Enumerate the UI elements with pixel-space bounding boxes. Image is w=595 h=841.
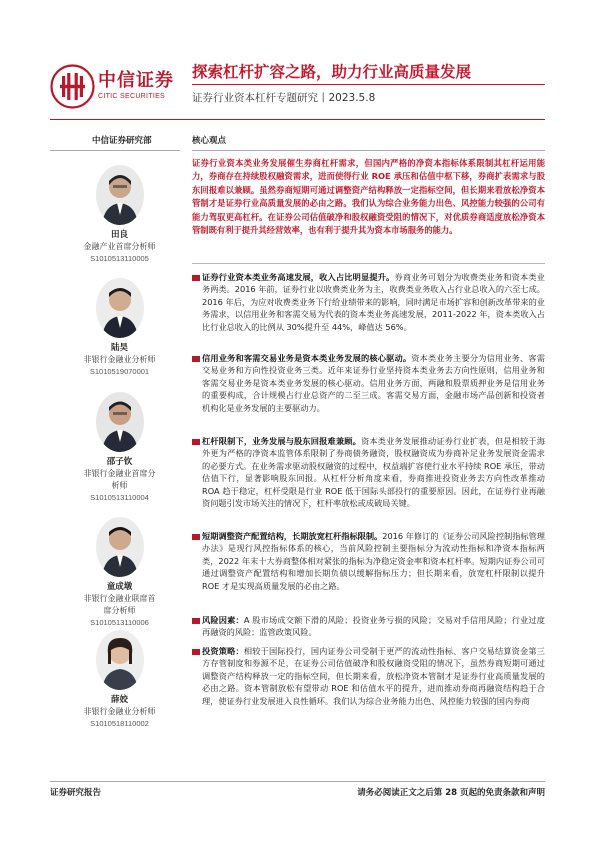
right-heading-rule [192,150,545,151]
header-rule [50,119,545,120]
footer-rule [50,781,545,782]
bullet-section [192,645,545,707]
footer-disclaimer: 请务必阅读正文之后第 28 页起的免责条款和声明 [357,788,545,798]
analyst-role: 非银行金融业分析师 [83,355,156,364]
section-lead: 短期调整资产配置结构，长期放宽杠杆指标限制。 [202,531,383,541]
analyst-card [82,392,157,504]
analyst-card [82,630,157,730]
analyst-card [82,517,157,629]
section-body: 2016 年修订的《证券公司风险控制指标管理办法》是现行风控指标体系的核心，当前风险控制主要指标分为流动性指标和净资本指标两类，2022 年末十大券商整体相对紧张的指标为净稳定资金率和资本杠杆率。短期内证券公司可通过调整资产配置结构和增加长期负债以缓解指标压力；但长期来看，放宽杠杆限制以提升 ROE 才是实现高质量发展的必由之路。 [202,531,545,591]
bullet-section [192,435,545,509]
core-views-heading: 核心观点 [192,136,227,146]
bullet-section [192,530,545,592]
analyst-cert: S1010513110005 [90,254,149,263]
footer-report-type: 证券研究报告 [50,788,102,798]
section-lead: 信用业务和客需交易业务是资本类业务发展的核心驱动。 [202,353,412,363]
citic-logo-icon [50,64,95,109]
analyst-name: 陆昊 [110,343,128,353]
report-title: 探索杠杆扩容之路，助力行业高质量发展 [192,63,472,81]
analyst-cert: S1010513110004 [90,493,149,502]
analyst-cert: S1010518110002 [90,719,149,728]
analyst-photo [96,165,144,225]
analyst-role: 非银行金融业联席首席分析师 [83,594,156,615]
title-divider [192,84,545,85]
bullet-square-icon [192,649,200,655]
bullet-square-icon [192,618,200,624]
bullet-square-icon [192,275,200,281]
analyst-cert: S1010513110006 [90,618,149,627]
section-lead: 风险因素： [202,615,244,625]
analyst-photo [96,392,144,452]
analyst-cert: S1010519070001 [89,367,150,376]
report-subtitle: 证券行业资本杠杆专题研究丨2023.5.8 [192,92,376,104]
analyst-name: 薛姣 [110,695,128,705]
brand-name-en: CITIC SECURITIES [98,93,166,100]
bullet-section [192,614,545,639]
summary-paragraph: 证券行业资本类业务发展催生券商杠杆需求，但国内严格的净资本指标体系限制其杠杆运用能力，券商存在持续股权融资需求，进而使得行业 ROE 承压和估值中枢下移，券商扩表需求与股东回报难以兼顾。虽然券商短期可通过调整资产结构释放一定指标空间，但长期来看放松净资本管制才是证券行业高质量发展的必由之路。我们认为综合业务能力出色、风控能力较强的公司有能力驾驭更高杠杆。在证券公司估值破净和股权融资受阻的情况下，对优质券商适度放松净资本管制既有利于提升其经营效率，也有利于提升其为资本市场服务的能力。 [192,158,545,236]
analyst-photo [96,278,144,338]
section-body: 券商业务可划分为收费类业务和资本类业务两类。2016 年前，证券行业以收费类业务为主，收费类业务收入占行业总收入的六至七成。2016 年后，为应对收费类业务下行给业绩带来的影响，同时满足市场扩容和创新改革带来的业务需求，以信用业务和客需交易为代表的资本类业务高速发展，2011-2022 年，资本类收入占比行业总收入的比例从 30%提升至 44%，峰值达 56%。 [202,272,545,332]
analyst-role: 金融产业首席分析师 [83,242,156,251]
analyst-photo [96,630,144,690]
bullet-square-icon [192,439,200,445]
analyst-name: 田良 [110,230,128,240]
section-body: 资本类业务主要分为信用业务、客需交易业务和方向性投资业务三类。近年来证券行业坚持资本类业务去方向性原则，信用业务和客需交易业务是资本类业务发展的核心驱动。信用业务方面，两融和股票质押业务是信用业务的重要构成，合计规模占行业总资产的二至三成。客需交易方面，金融市场产品创新和投资者机构化是业务发展的主要驱动力。 [202,353,545,413]
left-heading-rule [50,150,180,151]
section-body: 相较于国际投行，国内证券公司受制于更严的流动性指标、客户交易结算资金第三方存管制度和券源不足，在证券公司估值破净和股权融资受阻的情况下，虽然券商短期可通过调整资产结构释放一定的指标空间，但长期来看，放松净资本管制才是证券行业高质量发展的必由之路。资本管制放松有望带动 ROE 和估值水平的提升，进而推动券商再融资结构趋于合理，使证券行业发展进入良性循环。我们认为综合业务能力出色、风控能力较强的国内券商 [202,646,545,706]
analyst-role: 非银行金融业首席分析师 [83,469,156,490]
section-body: A 股市场成交额下滑的风险；投资业务亏损的风险；交易对手信用风险；行业过度再融资的风险；监管政策风险。 [202,615,545,638]
analyst-photo [96,517,144,577]
analyst-card [82,278,157,378]
analyst-card [82,165,157,265]
research-dept-heading: 中信证券研究部 [92,136,152,146]
analyst-name: 邵子钦 [106,457,133,467]
summary-divider [192,263,545,264]
section-lead: 投资策略： [202,646,244,656]
bullet-square-icon [192,356,200,362]
bullet-square-icon [192,534,200,540]
brand-name: 中信证券 [98,70,174,91]
section-body: 资本类业务发展推动证券行业扩表，但是相较于海外更为严格的净资本监管体系限制了券商债务融资，股权融资成为券商补足业务发展资金需求的必要方式。在业务需求驱动股权融资的过程中，权益端扩容使行业水平持续 ROE 承压，带动估值下行，显著影响股东回报。从杠杆分析角度来看，券商推进投资业务去方向性改革推动 ROA 趋于稳定，杠杆受限是行业 ROE 低于国际头部投行的重要原因。因此，在证券行业再融资问题引发市场关注的情况下，杠杆率放松或成破局关键。 [202,436,545,509]
bullet-section [192,271,545,333]
section-lead: 证券行业资本类业务高速发展，收入占比明显提升。 [202,272,395,282]
analyst-role: 非银行金融业分析师 [83,707,156,716]
section-lead: 杠杆限制下，业务发展与股东回报难兼顾。 [202,436,362,446]
analyst-name: 童成墩 [106,582,133,592]
bullet-section [192,352,545,414]
